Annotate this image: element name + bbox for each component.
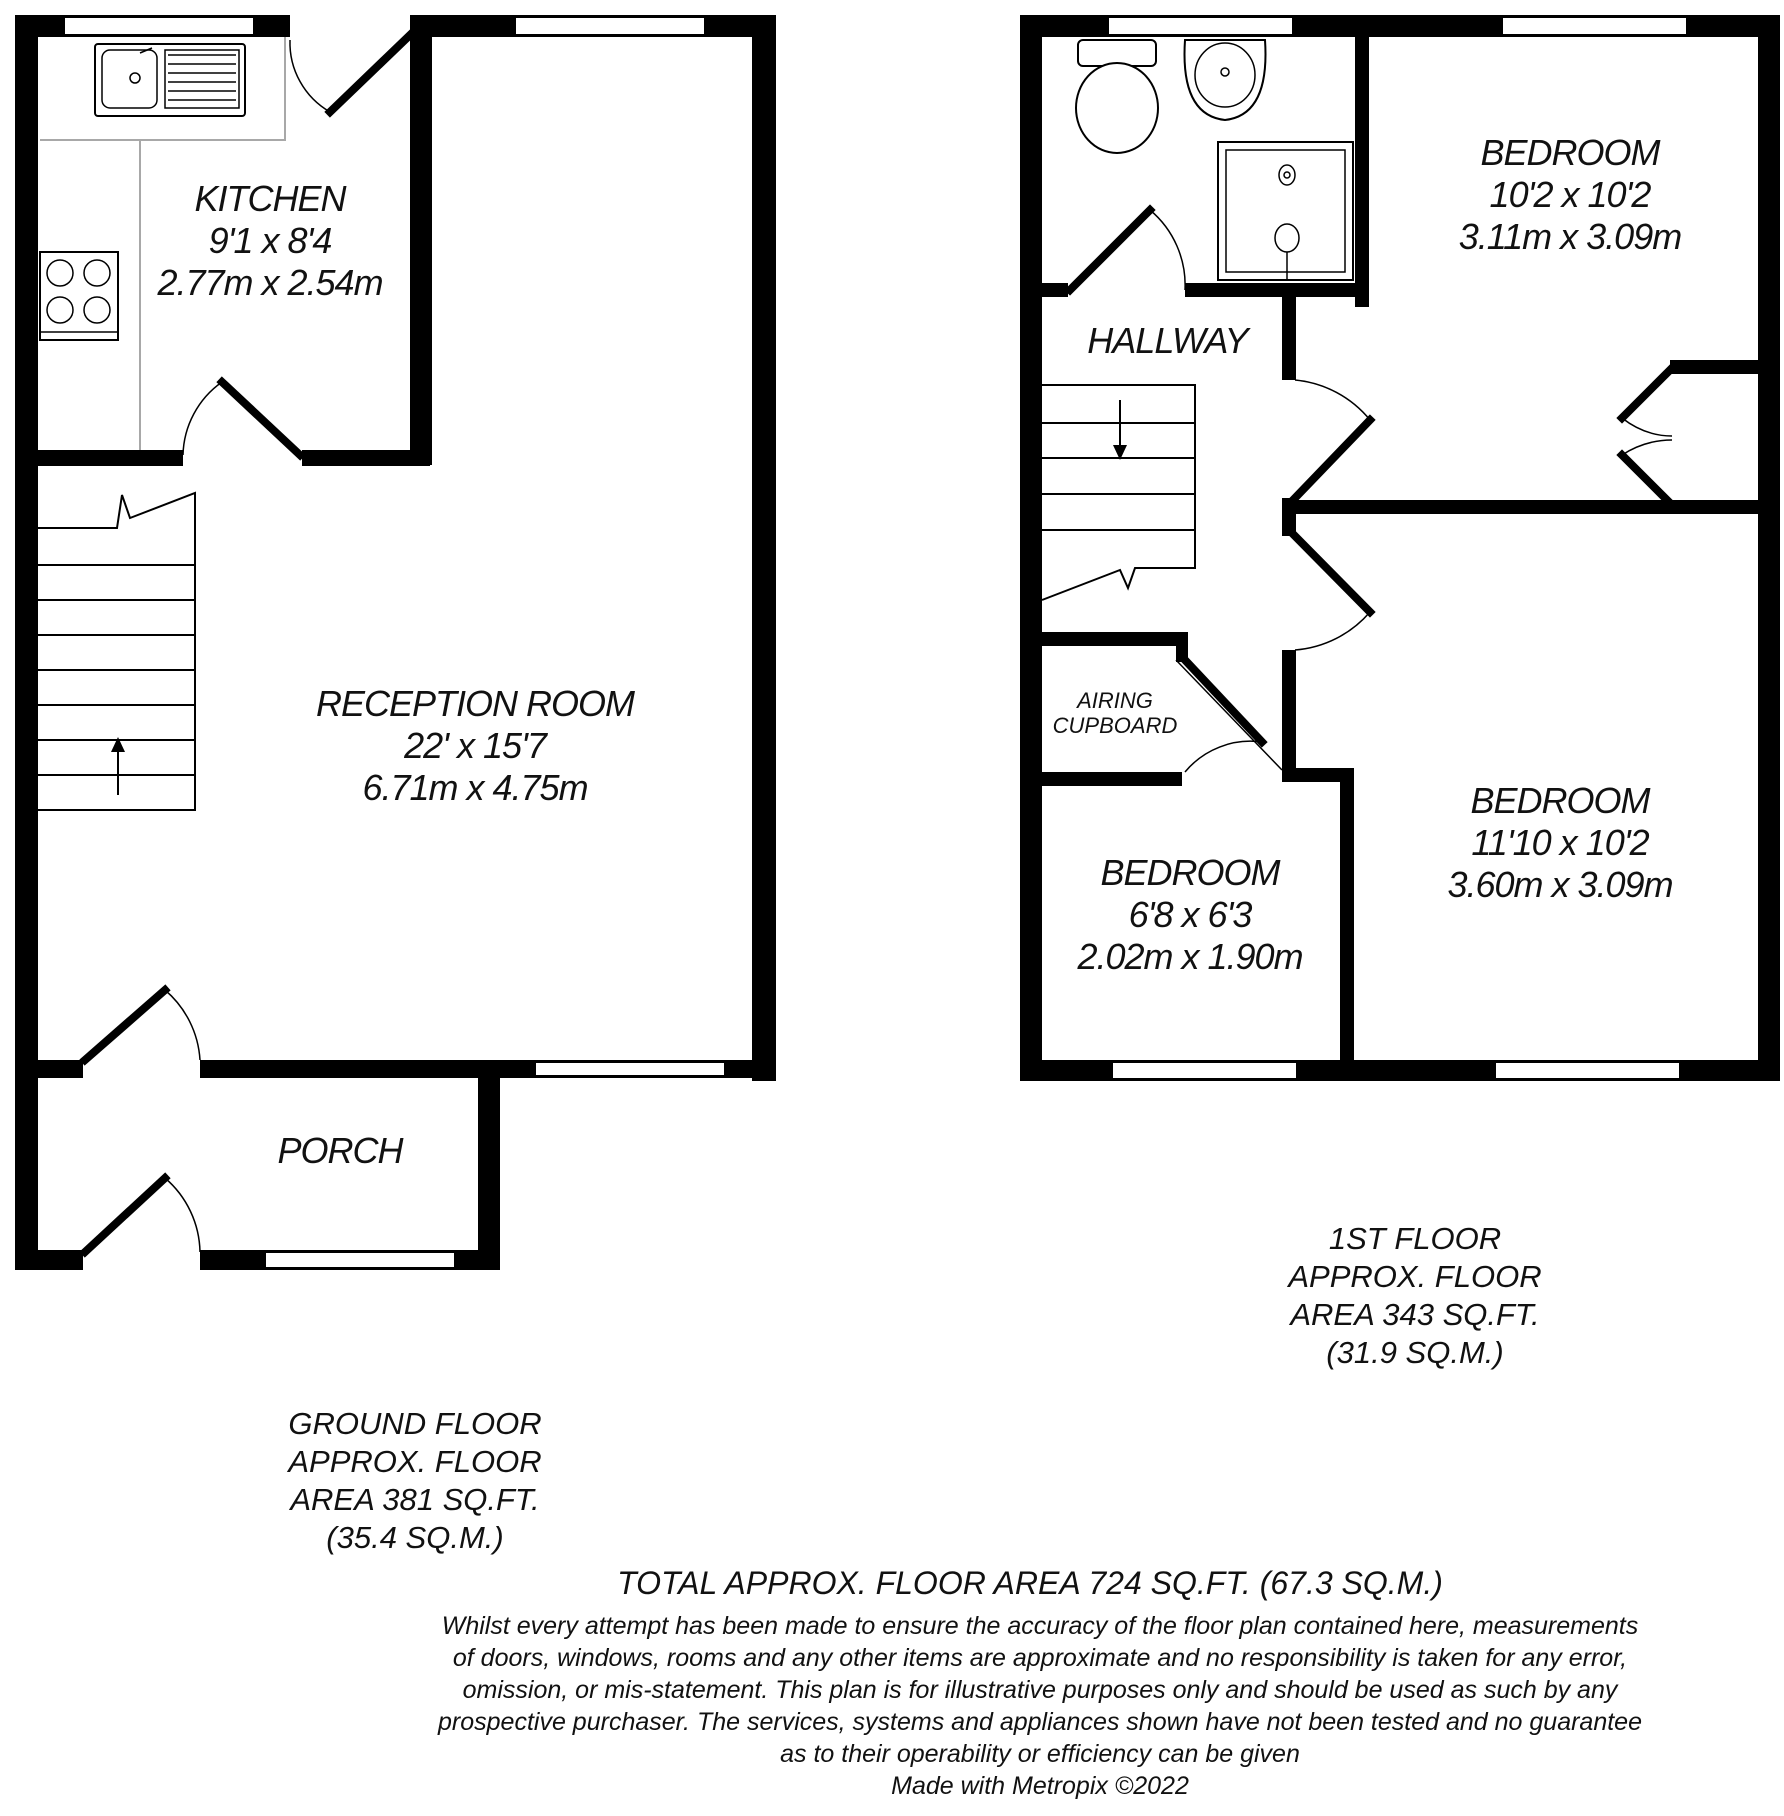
reception-south-wall-left [15, 1060, 83, 1078]
hallway-name: HALLWAY [1087, 320, 1248, 361]
rear-bedroom-label [1410, 132, 1730, 258]
porch-east-wall [478, 1060, 500, 1270]
kitchen-name: KITCHEN [194, 178, 346, 219]
reception-name: RECEPTION ROOM [315, 683, 634, 724]
ground-stairs [38, 493, 195, 810]
ground-east-wall [752, 15, 776, 1081]
bathroom-south-wall-right [1185, 283, 1369, 297]
airing-line2: CUPBOARD [1052, 713, 1178, 738]
reception-dim-metric: 6.71m x 4.75m [362, 767, 588, 808]
kitchen-dim-metric: 2.77m x 2.54m [157, 262, 383, 303]
rear-bedroom-window [1502, 17, 1687, 35]
hallway-label [1060, 320, 1275, 362]
hall-east-wall-lower [1282, 650, 1296, 770]
rear-bedroom-dim-metric: 3.11m x 3.09m [1458, 216, 1682, 257]
disclaimer-line: of doors, windows, rooms and any other items are approximate and no responsibility is taken for any error, [452, 1644, 1628, 1672]
hall-east-wall-upper [1282, 295, 1296, 380]
reception-porch-door [85, 990, 200, 1060]
airing-cupboard-label [1040, 688, 1190, 738]
first-floor-area-line3: AREA 343 SQ.FT. [1290, 1297, 1540, 1332]
large-bedroom-window [1495, 1062, 1680, 1079]
kitchen-label [125, 178, 415, 304]
kitchen-dim-imperial: 9'1 x 8'4 [208, 220, 332, 261]
large-bedroom-label [1400, 780, 1720, 906]
disclaimer-line: Whilst every attempt has been made to ensure the accuracy of the floor plan contained here, measurements [441, 1612, 1639, 1640]
total-area-text: TOTAL APPROX. FLOOR AREA 724 SQ.FT. (67.3 SQ.M.) [617, 1565, 1443, 1601]
small-bedroom-east-wall [1340, 768, 1354, 1081]
ground-floor-area-line2: APPROX. FLOOR [288, 1444, 542, 1479]
wardrobe-doors [1622, 368, 1672, 505]
reception-rear-window [515, 17, 705, 35]
first-floor-area-line2: APPROX. FLOOR [1288, 1259, 1542, 1294]
credit: Made with Metropix ©2022 [891, 1772, 1189, 1800]
porch-window [265, 1252, 455, 1268]
porch-south-wall-left [15, 1250, 83, 1270]
stairs-arrow-icon [111, 737, 125, 795]
large-bedroom-dim-metric: 3.60m x 3.09m [1447, 864, 1673, 905]
first-floor-area [1245, 1220, 1585, 1372]
porch-label [240, 1130, 440, 1172]
large-bedroom-name: BEDROOM [1470, 780, 1650, 821]
ground-west-wall [15, 15, 38, 1270]
total-area [480, 1565, 1580, 1602]
ground-floor-area-line4: (35.4 SQ.M.) [326, 1520, 504, 1555]
bedrooms-partition-wall [1282, 500, 1780, 514]
shower-icon [1218, 142, 1353, 280]
ground-floor-area [245, 1405, 585, 1557]
kitchen-south-wall-right [302, 450, 430, 466]
first-east-wall [1758, 15, 1780, 1081]
small-bedroom-name: BEDROOM [1100, 852, 1280, 893]
airing-top-wall [1020, 632, 1188, 646]
rear-bedroom-door [1295, 380, 1370, 498]
disclaimer [300, 1610, 1780, 1802]
kitchen-door [183, 382, 300, 455]
sink-icon [95, 44, 245, 116]
reception-dim-imperial: 22' x 15'7 [404, 725, 546, 766]
rear-bedroom-dim-imperial: 10'2 x 10'2 [1489, 174, 1651, 215]
reception-front-window [535, 1062, 725, 1076]
basin-icon [1185, 40, 1266, 120]
kitchen-back-door [290, 35, 410, 112]
bathroom-door [1070, 210, 1185, 290]
kitchen-window [64, 17, 254, 35]
airing-bottom-wall [1020, 772, 1182, 786]
small-bedroom-window [1112, 1062, 1297, 1079]
bathroom-east-wall [1355, 15, 1369, 307]
ground-floor-area-line3: AREA 381 SQ.FT. [290, 1482, 540, 1517]
disclaimer-line: prospective purchaser. The services, systems and appliances shown have not been tested and no guarantee [438, 1708, 1642, 1736]
first-floor-stairs [1042, 385, 1195, 600]
rear-bedroom-name: BEDROOM [1480, 132, 1660, 173]
small-bedroom-dim-metric: 2.02m x 1.90m [1077, 936, 1303, 977]
porch-name: PORCH [277, 1130, 403, 1171]
airing-cupboard-door [1176, 660, 1282, 772]
bathroom-window [1108, 17, 1293, 35]
bathroom-south-wall-left [1020, 283, 1068, 297]
toilet-icon [1076, 40, 1158, 153]
reception-label [255, 683, 695, 809]
ground-floor-area-line1: GROUND FLOOR [288, 1406, 542, 1441]
airing-line1: AIRING [1077, 688, 1153, 713]
hob-icon [40, 252, 118, 340]
kitchen-south-wall-left [15, 450, 183, 466]
front-door [85, 1178, 200, 1252]
first-floor-area-line4: (31.9 SQ.M.) [1326, 1335, 1504, 1370]
first-west-wall [1020, 15, 1042, 1081]
disclaimer-line: omission, or mis-statement. This plan is for illustrative purposes only and should be used as such by any [462, 1676, 1618, 1704]
small-bedroom-label [1045, 852, 1335, 978]
wardrobe-wall [1670, 360, 1780, 374]
first-floor-area-line1: 1ST FLOOR [1328, 1221, 1502, 1256]
stairs-down-arrow-icon [1113, 400, 1127, 460]
large-bedroom-door [1295, 536, 1370, 650]
small-bedroom-dim-imperial: 6'8 x 6'3 [1128, 894, 1252, 935]
large-bedroom-dim-imperial: 11'10 x 10'2 [1471, 822, 1649, 863]
disclaimer-line: as to their operability or efficiency can be given [780, 1740, 1300, 1768]
